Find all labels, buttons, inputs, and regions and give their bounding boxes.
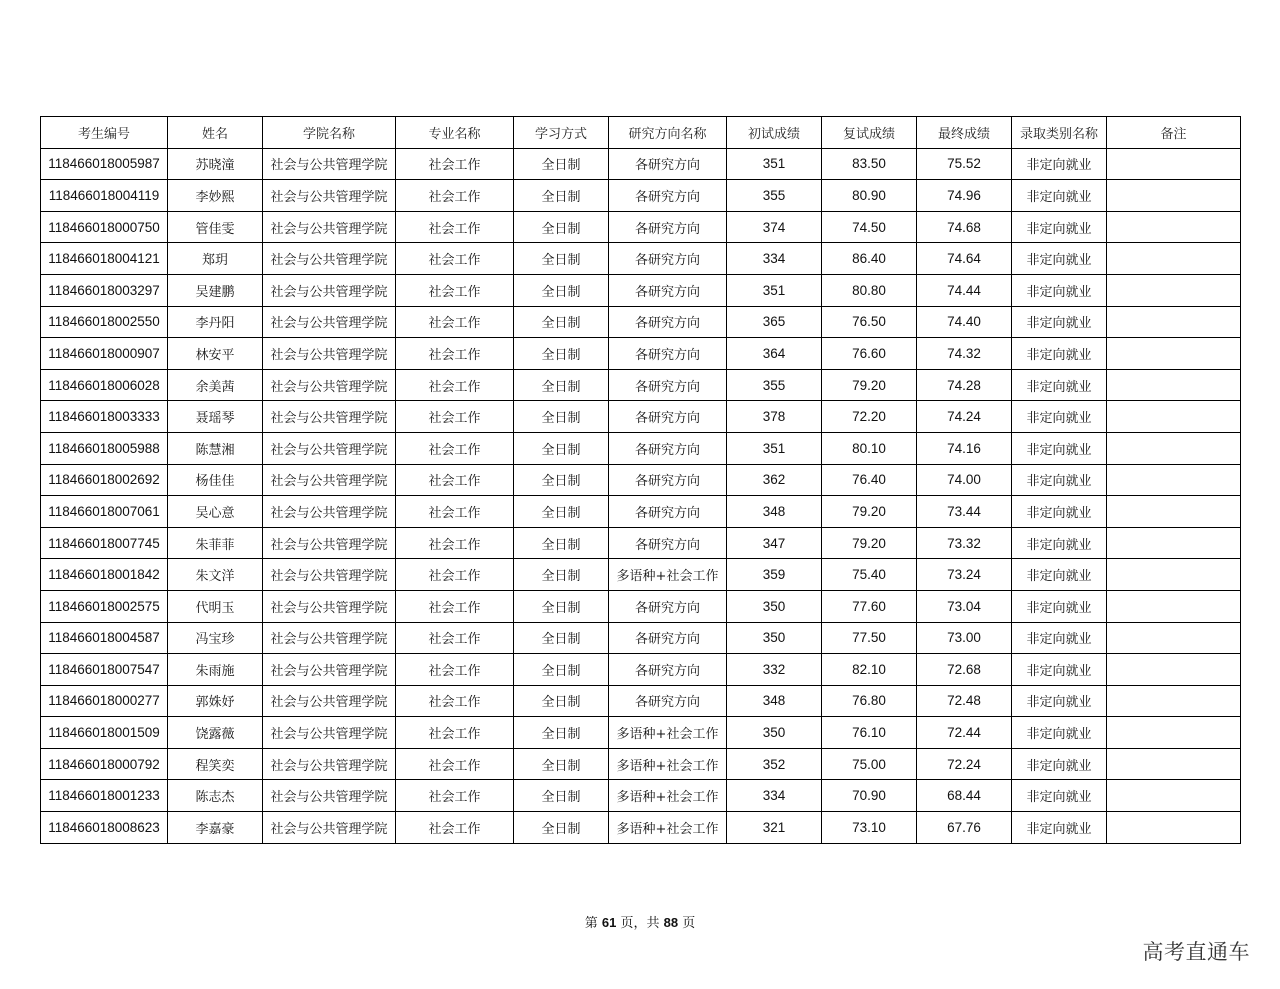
cell-retest-score: 76.40	[822, 464, 917, 496]
cell-college: 社会与公共管理学院	[263, 748, 396, 780]
cell-name: 吴心意	[168, 496, 263, 528]
cell-final-score: 72.48	[917, 685, 1012, 717]
table-row	[41, 654, 1241, 686]
cell-name: 郭姝妤	[168, 685, 263, 717]
cell-exam-id: 118466018006028	[41, 369, 168, 401]
cell-final-score: 73.44	[917, 496, 1012, 528]
table-row	[41, 338, 1241, 370]
cell-name: 朱雨施	[168, 654, 263, 686]
cell-name: 林安平	[168, 338, 263, 370]
cell-admission-category: 非定向就业	[1012, 527, 1107, 559]
cell-admission-category: 非定向就业	[1012, 748, 1107, 780]
cell-study-mode: 全日制	[514, 780, 609, 812]
cell-research-direction: 各研究方向	[609, 274, 727, 306]
cell-research-direction: 各研究方向	[609, 306, 727, 338]
cell-name: 朱菲菲	[168, 527, 263, 559]
cell-initial-score: 365	[727, 306, 822, 338]
table-row	[41, 306, 1241, 338]
cell-name: 冯宝珍	[168, 622, 263, 654]
cell-final-score: 72.44	[917, 717, 1012, 749]
cell-initial-score: 348	[727, 496, 822, 528]
header-initial-score: 初试成绩	[727, 117, 822, 149]
cell-research-direction: 各研究方向	[609, 338, 727, 370]
watermark-text: 高考直通车	[1142, 940, 1250, 964]
cell-research-direction: 各研究方向	[609, 527, 727, 559]
admission-table-container	[40, 116, 1240, 844]
cell-retest-score: 79.20	[822, 527, 917, 559]
cell-final-score: 73.04	[917, 590, 1012, 622]
cell-initial-score: 359	[727, 559, 822, 591]
cell-research-direction: 各研究方向	[609, 432, 727, 464]
cell-major: 社会工作	[396, 274, 514, 306]
cell-research-direction: 各研究方向	[609, 243, 727, 275]
cell-exam-id: 118466018007745	[41, 527, 168, 559]
cell-initial-score: 347	[727, 527, 822, 559]
header-major: 专业名称	[396, 117, 514, 149]
cell-study-mode: 全日制	[514, 148, 609, 180]
cell-major: 社会工作	[396, 180, 514, 212]
table-row	[41, 748, 1241, 780]
table-row	[41, 812, 1241, 844]
cell-major: 社会工作	[396, 338, 514, 370]
cell-remarks	[1107, 464, 1241, 496]
cell-final-score: 74.68	[917, 211, 1012, 243]
cell-study-mode: 全日制	[514, 243, 609, 275]
footer-suffix: 页	[682, 916, 696, 931]
cell-major: 社会工作	[396, 464, 514, 496]
cell-college: 社会与公共管理学院	[263, 496, 396, 528]
cell-retest-score: 79.20	[822, 496, 917, 528]
cell-remarks	[1107, 812, 1241, 844]
cell-exam-id: 118466018002575	[41, 590, 168, 622]
cell-initial-score: 334	[727, 243, 822, 275]
cell-final-score: 75.52	[917, 148, 1012, 180]
cell-remarks	[1107, 306, 1241, 338]
cell-admission-category: 非定向就业	[1012, 464, 1107, 496]
cell-retest-score: 70.90	[822, 780, 917, 812]
cell-remarks	[1107, 527, 1241, 559]
page-footer	[0, 912, 1280, 931]
cell-initial-score: 350	[727, 717, 822, 749]
cell-remarks	[1107, 780, 1241, 812]
cell-retest-score: 76.60	[822, 338, 917, 370]
cell-admission-category: 非定向就业	[1012, 369, 1107, 401]
cell-final-score: 74.32	[917, 338, 1012, 370]
cell-research-direction: 各研究方向	[609, 622, 727, 654]
cell-major: 社会工作	[396, 401, 514, 433]
cell-retest-score: 82.10	[822, 654, 917, 686]
cell-research-direction: 多语种+社会工作	[609, 717, 727, 749]
cell-final-score: 74.16	[917, 432, 1012, 464]
current-page-number: 61	[601, 915, 617, 930]
cell-name: 李嘉豪	[168, 812, 263, 844]
cell-retest-score: 79.20	[822, 369, 917, 401]
cell-initial-score: 352	[727, 748, 822, 780]
cell-exam-id: 118466018003333	[41, 401, 168, 433]
cell-college: 社会与公共管理学院	[263, 369, 396, 401]
cell-admission-category: 非定向就业	[1012, 211, 1107, 243]
cell-college: 社会与公共管理学院	[263, 148, 396, 180]
table-row	[41, 717, 1241, 749]
cell-retest-score: 73.10	[822, 812, 917, 844]
cell-study-mode: 全日制	[514, 685, 609, 717]
cell-college: 社会与公共管理学院	[263, 685, 396, 717]
cell-research-direction: 各研究方向	[609, 211, 727, 243]
cell-study-mode: 全日制	[514, 717, 609, 749]
table-row	[41, 369, 1241, 401]
cell-study-mode: 全日制	[514, 306, 609, 338]
cell-name: 苏晓潼	[168, 148, 263, 180]
cell-initial-score: 334	[727, 780, 822, 812]
cell-admission-category: 非定向就业	[1012, 685, 1107, 717]
cell-college: 社会与公共管理学院	[263, 211, 396, 243]
cell-study-mode: 全日制	[514, 654, 609, 686]
header-remarks: 备注	[1107, 117, 1241, 149]
cell-retest-score: 74.50	[822, 211, 917, 243]
table-row	[41, 685, 1241, 717]
admission-table	[40, 116, 1241, 844]
cell-final-score: 74.00	[917, 464, 1012, 496]
cell-initial-score: 332	[727, 654, 822, 686]
cell-name: 余美茜	[168, 369, 263, 401]
header-college: 学院名称	[263, 117, 396, 149]
cell-remarks	[1107, 148, 1241, 180]
cell-retest-score: 83.50	[822, 148, 917, 180]
cell-initial-score: 351	[727, 274, 822, 306]
cell-study-mode: 全日制	[514, 338, 609, 370]
cell-final-score: 74.40	[917, 306, 1012, 338]
table-row	[41, 464, 1241, 496]
cell-college: 社会与公共管理学院	[263, 180, 396, 212]
cell-college: 社会与公共管理学院	[263, 243, 396, 275]
cell-research-direction: 各研究方向	[609, 685, 727, 717]
cell-name: 陈慧湘	[168, 432, 263, 464]
cell-final-score: 74.64	[917, 243, 1012, 275]
table-row	[41, 496, 1241, 528]
cell-final-score: 73.32	[917, 527, 1012, 559]
cell-major: 社会工作	[396, 717, 514, 749]
cell-retest-score: 77.60	[822, 590, 917, 622]
cell-exam-id: 118466018005988	[41, 432, 168, 464]
cell-exam-id: 118466018005987	[41, 148, 168, 180]
cell-remarks	[1107, 685, 1241, 717]
total-page-number: 88	[663, 915, 679, 930]
cell-study-mode: 全日制	[514, 432, 609, 464]
cell-admission-category: 非定向就业	[1012, 180, 1107, 212]
header-admission-category: 录取类别名称	[1012, 117, 1107, 149]
cell-major: 社会工作	[396, 622, 514, 654]
cell-study-mode: 全日制	[514, 464, 609, 496]
cell-admission-category: 非定向就业	[1012, 590, 1107, 622]
cell-college: 社会与公共管理学院	[263, 338, 396, 370]
cell-remarks	[1107, 338, 1241, 370]
cell-study-mode: 全日制	[514, 527, 609, 559]
cell-retest-score: 75.00	[822, 748, 917, 780]
cell-admission-category: 非定向就业	[1012, 812, 1107, 844]
cell-major: 社会工作	[396, 685, 514, 717]
cell-college: 社会与公共管理学院	[263, 527, 396, 559]
cell-retest-score: 76.50	[822, 306, 917, 338]
cell-exam-id: 118466018000277	[41, 685, 168, 717]
cell-college: 社会与公共管理学院	[263, 717, 396, 749]
cell-retest-score: 80.10	[822, 432, 917, 464]
cell-college: 社会与公共管理学院	[263, 274, 396, 306]
cell-exam-id: 118466018001842	[41, 559, 168, 591]
cell-research-direction: 各研究方向	[609, 401, 727, 433]
cell-name: 吴建鹏	[168, 274, 263, 306]
cell-admission-category: 非定向就业	[1012, 306, 1107, 338]
cell-admission-category: 非定向就业	[1012, 401, 1107, 433]
cell-admission-category: 非定向就业	[1012, 338, 1107, 370]
cell-final-score: 67.76	[917, 812, 1012, 844]
cell-research-direction: 多语种+社会工作	[609, 780, 727, 812]
header-exam-id: 考生编号	[41, 117, 168, 149]
cell-major: 社会工作	[396, 527, 514, 559]
cell-college: 社会与公共管理学院	[263, 812, 396, 844]
cell-initial-score: 321	[727, 812, 822, 844]
table-row	[41, 432, 1241, 464]
table-row	[41, 780, 1241, 812]
cell-exam-id: 118466018007547	[41, 654, 168, 686]
cell-study-mode: 全日制	[514, 622, 609, 654]
cell-research-direction: 多语种+社会工作	[609, 812, 727, 844]
cell-major: 社会工作	[396, 211, 514, 243]
table-row	[41, 401, 1241, 433]
cell-remarks	[1107, 717, 1241, 749]
cell-admission-category: 非定向就业	[1012, 780, 1107, 812]
cell-exam-id: 118466018000792	[41, 748, 168, 780]
cell-research-direction: 各研究方向	[609, 496, 727, 528]
header-name: 姓名	[168, 117, 263, 149]
cell-admission-category: 非定向就业	[1012, 496, 1107, 528]
cell-exam-id: 118466018001509	[41, 717, 168, 749]
cell-name: 饶露薇	[168, 717, 263, 749]
cell-study-mode: 全日制	[514, 590, 609, 622]
cell-remarks	[1107, 654, 1241, 686]
cell-initial-score: 362	[727, 464, 822, 496]
cell-exam-id: 118466018000750	[41, 211, 168, 243]
cell-major: 社会工作	[396, 369, 514, 401]
cell-name: 代明玉	[168, 590, 263, 622]
table-row	[41, 180, 1241, 212]
cell-remarks	[1107, 401, 1241, 433]
cell-name: 郑玥	[168, 243, 263, 275]
cell-research-direction: 各研究方向	[609, 464, 727, 496]
table-row	[41, 527, 1241, 559]
header-final-score: 最终成绩	[917, 117, 1012, 149]
cell-name: 管佳雯	[168, 211, 263, 243]
cell-name: 聂瑶琴	[168, 401, 263, 433]
cell-final-score: 73.24	[917, 559, 1012, 591]
cell-initial-score: 350	[727, 590, 822, 622]
table-row	[41, 243, 1241, 275]
cell-final-score: 74.44	[917, 274, 1012, 306]
cell-study-mode: 全日制	[514, 812, 609, 844]
footer-middle: 页，共	[620, 916, 660, 931]
cell-major: 社会工作	[396, 812, 514, 844]
cell-college: 社会与公共管理学院	[263, 654, 396, 686]
header-research-direction: 研究方向名称	[609, 117, 727, 149]
cell-admission-category: 非定向就业	[1012, 622, 1107, 654]
cell-college: 社会与公共管理学院	[263, 622, 396, 654]
cell-remarks	[1107, 432, 1241, 464]
cell-study-mode: 全日制	[514, 211, 609, 243]
cell-admission-category: 非定向就业	[1012, 432, 1107, 464]
cell-college: 社会与公共管理学院	[263, 780, 396, 812]
cell-retest-score: 72.20	[822, 401, 917, 433]
cell-name: 程笑奕	[168, 748, 263, 780]
cell-remarks	[1107, 211, 1241, 243]
cell-admission-category: 非定向就业	[1012, 717, 1107, 749]
cell-remarks	[1107, 369, 1241, 401]
cell-exam-id: 118466018001233	[41, 780, 168, 812]
cell-research-direction: 各研究方向	[609, 654, 727, 686]
cell-final-score: 74.28	[917, 369, 1012, 401]
cell-major: 社会工作	[396, 432, 514, 464]
cell-exam-id: 118466018003297	[41, 274, 168, 306]
cell-retest-score: 86.40	[822, 243, 917, 275]
cell-research-direction: 各研究方向	[609, 180, 727, 212]
cell-name: 李妙熙	[168, 180, 263, 212]
cell-initial-score: 378	[727, 401, 822, 433]
cell-remarks	[1107, 496, 1241, 528]
cell-remarks	[1107, 622, 1241, 654]
cell-exam-id: 118466018008623	[41, 812, 168, 844]
cell-study-mode: 全日制	[514, 559, 609, 591]
cell-initial-score: 350	[727, 622, 822, 654]
footer-prefix: 第	[584, 916, 598, 931]
cell-major: 社会工作	[396, 243, 514, 275]
cell-initial-score: 351	[727, 148, 822, 180]
cell-exam-id: 118466018002550	[41, 306, 168, 338]
table-row	[41, 148, 1241, 180]
cell-remarks	[1107, 243, 1241, 275]
cell-retest-score: 75.40	[822, 559, 917, 591]
cell-remarks	[1107, 274, 1241, 306]
table-row	[41, 590, 1241, 622]
cell-major: 社会工作	[396, 306, 514, 338]
cell-study-mode: 全日制	[514, 748, 609, 780]
cell-exam-id: 118466018007061	[41, 496, 168, 528]
cell-name: 朱文洋	[168, 559, 263, 591]
cell-name: 李丹阳	[168, 306, 263, 338]
cell-admission-category: 非定向就业	[1012, 274, 1107, 306]
cell-retest-score: 76.80	[822, 685, 917, 717]
cell-major: 社会工作	[396, 559, 514, 591]
cell-name: 杨佳佳	[168, 464, 263, 496]
table-row	[41, 274, 1241, 306]
cell-exam-id: 118466018004119	[41, 180, 168, 212]
cell-college: 社会与公共管理学院	[263, 401, 396, 433]
cell-study-mode: 全日制	[514, 496, 609, 528]
cell-remarks	[1107, 180, 1241, 212]
cell-major: 社会工作	[396, 496, 514, 528]
cell-initial-score: 374	[727, 211, 822, 243]
cell-admission-category: 非定向就业	[1012, 654, 1107, 686]
cell-college: 社会与公共管理学院	[263, 306, 396, 338]
cell-study-mode: 全日制	[514, 180, 609, 212]
table-header-row	[41, 117, 1241, 149]
cell-research-direction: 各研究方向	[609, 590, 727, 622]
cell-research-direction: 各研究方向	[609, 369, 727, 401]
cell-exam-id: 118466018002692	[41, 464, 168, 496]
cell-exam-id: 118466018000907	[41, 338, 168, 370]
cell-major: 社会工作	[396, 590, 514, 622]
cell-retest-score: 80.90	[822, 180, 917, 212]
cell-admission-category: 非定向就业	[1012, 148, 1107, 180]
cell-final-score: 68.44	[917, 780, 1012, 812]
cell-initial-score: 351	[727, 432, 822, 464]
cell-remarks	[1107, 748, 1241, 780]
cell-college: 社会与公共管理学院	[263, 464, 396, 496]
cell-initial-score: 364	[727, 338, 822, 370]
cell-college: 社会与公共管理学院	[263, 559, 396, 591]
header-study-mode: 学习方式	[514, 117, 609, 149]
cell-college: 社会与公共管理学院	[263, 590, 396, 622]
cell-admission-category: 非定向就业	[1012, 243, 1107, 275]
cell-major: 社会工作	[396, 148, 514, 180]
cell-remarks	[1107, 590, 1241, 622]
cell-final-score: 74.24	[917, 401, 1012, 433]
cell-admission-category: 非定向就业	[1012, 559, 1107, 591]
cell-exam-id: 118466018004587	[41, 622, 168, 654]
cell-major: 社会工作	[396, 780, 514, 812]
table-row	[41, 211, 1241, 243]
cell-study-mode: 全日制	[514, 274, 609, 306]
cell-final-score: 73.00	[917, 622, 1012, 654]
cell-final-score: 74.96	[917, 180, 1012, 212]
cell-final-score: 72.24	[917, 748, 1012, 780]
table-body	[41, 148, 1241, 843]
cell-major: 社会工作	[396, 654, 514, 686]
cell-college: 社会与公共管理学院	[263, 432, 396, 464]
cell-study-mode: 全日制	[514, 401, 609, 433]
cell-initial-score: 355	[727, 369, 822, 401]
cell-study-mode: 全日制	[514, 369, 609, 401]
header-retest-score: 复试成绩	[822, 117, 917, 149]
table-row	[41, 622, 1241, 654]
cell-initial-score: 348	[727, 685, 822, 717]
cell-name: 陈志杰	[168, 780, 263, 812]
cell-initial-score: 355	[727, 180, 822, 212]
cell-exam-id: 118466018004121	[41, 243, 168, 275]
cell-research-direction: 各研究方向	[609, 148, 727, 180]
cell-research-direction: 多语种+社会工作	[609, 748, 727, 780]
cell-retest-score: 76.10	[822, 717, 917, 749]
table-row	[41, 559, 1241, 591]
cell-remarks	[1107, 559, 1241, 591]
cell-retest-score: 80.80	[822, 274, 917, 306]
cell-retest-score: 77.50	[822, 622, 917, 654]
cell-research-direction: 多语种+社会工作	[609, 559, 727, 591]
cell-final-score: 72.68	[917, 654, 1012, 686]
cell-major: 社会工作	[396, 748, 514, 780]
